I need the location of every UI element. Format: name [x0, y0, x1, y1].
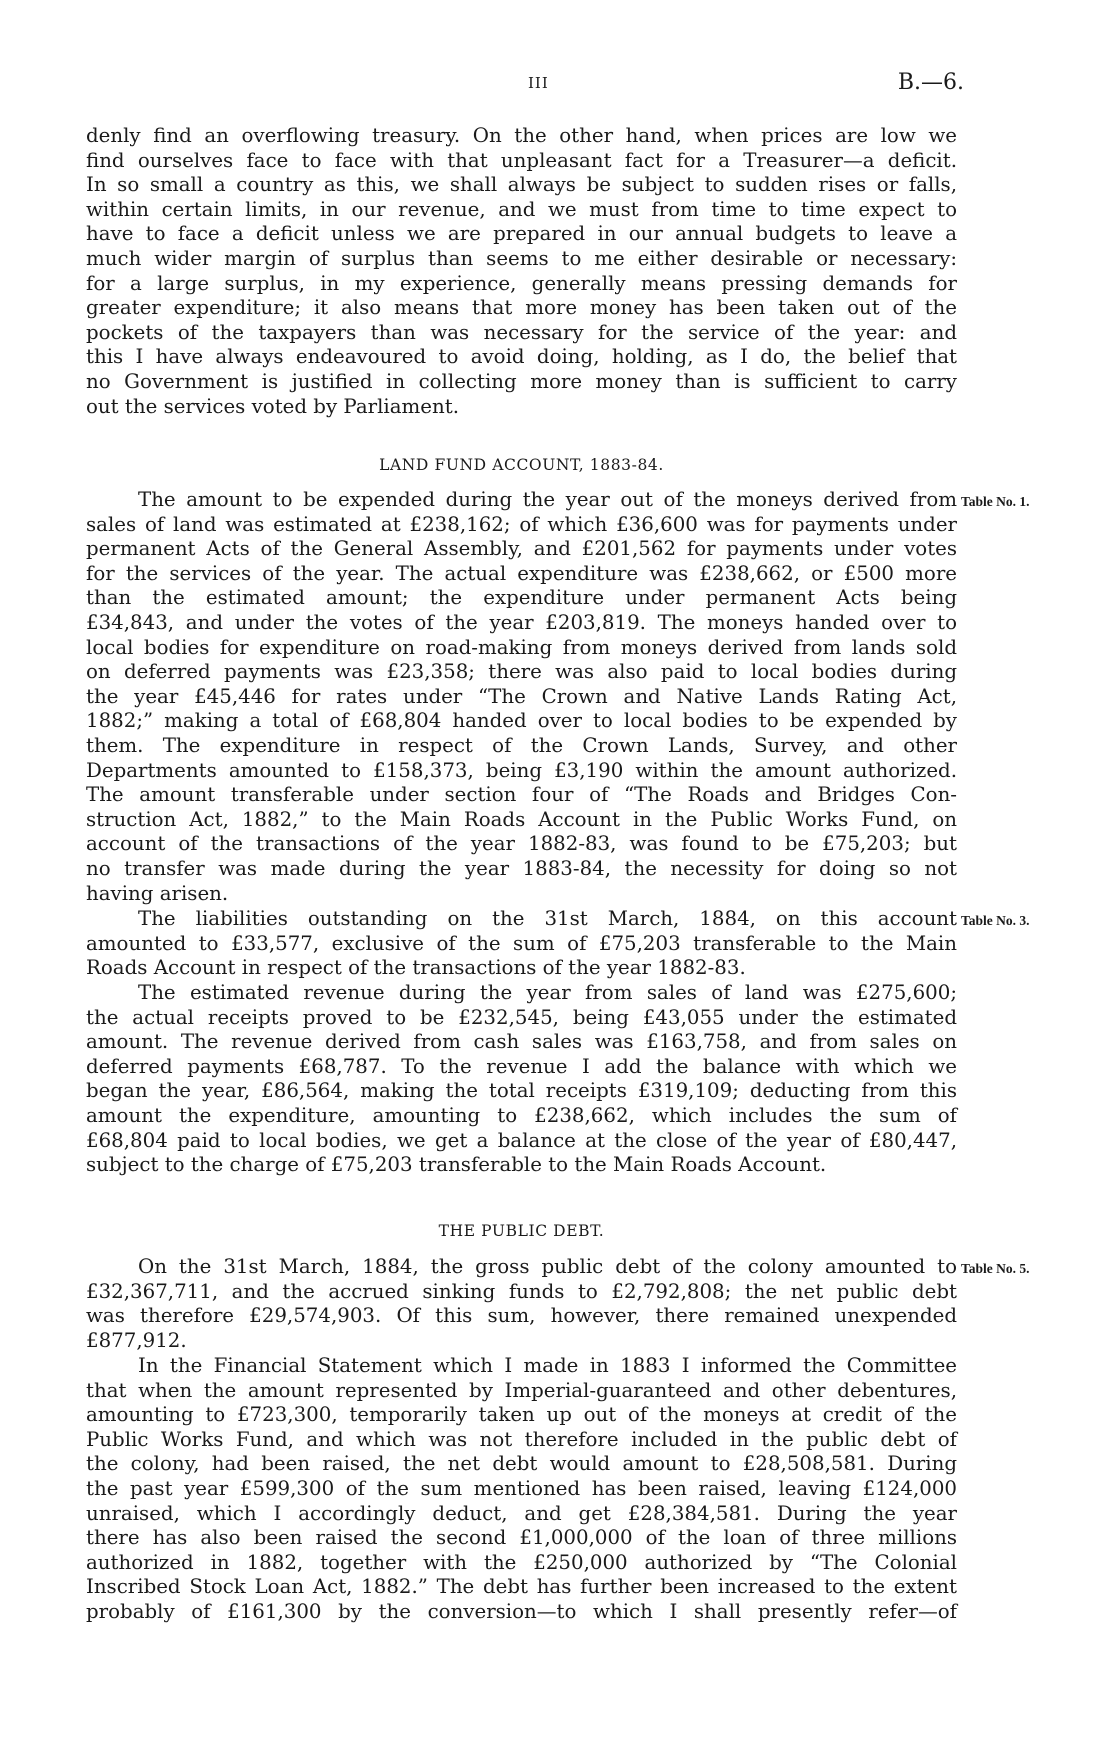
text-line: this I have always endeavoured to avoid doing, holding, as I do, the belief that [86, 345, 957, 369]
text-line: on deferred payments was £23,358; there was also paid to local bodies during [86, 660, 957, 684]
text-line: having arisen. [86, 881, 229, 905]
text-line: permanent Acts of the General Assembly, and £201,562 for payments under votes [86, 537, 957, 561]
section-heading-land-fund: LAND FUND ACCOUNT, 1883-84. [379, 456, 664, 474]
text-line: deferred payments £68,787. To the revenue I add the balance with which we [86, 1054, 957, 1078]
text-line: amounting to £723,300, temporarily taken up out of the moneys at credit of the [86, 1403, 957, 1427]
text-line: Departments amounted to £158,373, being £3,190 within the amount authorized. [86, 758, 957, 782]
text-line: local bodies for expenditure on road-making from moneys derived from lands sold [86, 635, 957, 659]
text-line: than the estimated amount; the expenditure under permanent Acts being [86, 586, 957, 610]
text-line: pockets of the taxpayers than was necessary for the service of the year: and [86, 320, 957, 344]
public-debt-paragraph-2 [86, 1354, 957, 1625]
text-line: On the 31st March, 1884, the gross public debt of the colony amounted to [138, 1255, 957, 1278]
text-line: for a large surplus, in my experience, generally means pressing demands for [86, 271, 957, 295]
text-line: the colony, had been raised, the net debt would amount to £28,508,581. During [86, 1452, 957, 1476]
text-line: much wider margin of surplus than seems to me either desirable or necessary: [86, 246, 957, 270]
text-line: The amount transferable under section four of “The Roads and Bridges Con- [86, 783, 957, 807]
text-line: the actual receipts proved to be £232,545, being £43,055 under the estimated [86, 1005, 957, 1029]
text-line: £34,843, and under the votes of the year £203,819. The moneys handed over to [86, 610, 957, 634]
text-line: them. The expenditure in respect of the Crown Lands, Survey, and other [86, 733, 957, 757]
text-line: unraised, which I accordingly deduct, and get £28,384,581. During the year [86, 1501, 957, 1525]
text-line: there has also been raised the second £1,000,000 of the loan of three millions [86, 1526, 957, 1550]
text-line: find ourselves face to face with that unpleasant fact for a Treasurer—a deficit. [86, 148, 957, 172]
text-line: have to face a deficit unless we are prepared in our annual budgets to leave a [86, 222, 957, 246]
text-line: the year £45,446 for rates under “The Crown and Native Lands Rating Act, [86, 684, 957, 708]
text-line: In so small a country as this, we shall always be subject to sudden rises or falls, [86, 173, 957, 197]
side-note-table-5: Table No. 5. [961, 1261, 1030, 1276]
text-line: struction Act, 1882,” to the Main Roads Account in the Public Works Fund, on [86, 807, 957, 831]
text-line: The amount to be expended during the year out of the moneys derived from [138, 488, 957, 511]
text-line: no Government is justified in collecting more money than is sufficient to carry [86, 369, 957, 393]
text-line: 1882;” making a total of £68,804 handed over to local bodies to be expended by [86, 709, 957, 733]
intro-paragraph [86, 124, 957, 419]
page-number: III [528, 74, 549, 92]
text-line: Inscribed Stock Loan Act, 1882.” The debt has further been increased to the extent [86, 1575, 957, 1599]
document-reference: B.—6. [897, 70, 964, 95]
text-line: The liabilities outstanding on the 31st March, 1884, on this account [138, 907, 957, 930]
text-line: for the services of the year. The actual expenditure was £238,662, or £500 more [86, 561, 957, 585]
section-heading-public-debt: THE PUBLIC DEBT. [438, 1222, 605, 1240]
text-line: Roads Account in respect of the transactions of the year 1882-83. [86, 956, 746, 980]
text-line: amount the expenditure, amounting to £238,662, which includes the sum of [86, 1103, 957, 1127]
text-line: The estimated revenue during the year from sales of land was £275,600; [138, 981, 957, 1004]
text-line: Public Works Fund, and which was not therefore included in the public debt of [86, 1427, 957, 1451]
text-line: In the Financial Statement which I made in 1883 I informed the Committee [138, 1354, 957, 1377]
public-debt-paragraph-1 [86, 1255, 957, 1353]
text-line: amounted to £33,577, exclusive of the sum of £75,203 transferable to the Main [86, 931, 957, 955]
text-line: no transfer was made during the year 1883-84, the necessity for doing so not [86, 856, 957, 880]
text-line: £68,804 paid to local bodies, we get a balance at the close of the year of £80,447, [86, 1128, 957, 1152]
text-line: within certain limits, in our revenue, and we must from time to time expect to [86, 197, 957, 221]
land-fund-paragraph-2 [86, 907, 957, 981]
text-line: authorized in 1882, together with the £250,000 authorized by “The Colonial [86, 1550, 957, 1574]
land-fund-paragraph-1 [86, 488, 957, 906]
land-fund-paragraph-3 [86, 981, 957, 1178]
text-line: that when the amount represented by Imperial-guaranteed and other debentures, [86, 1378, 957, 1402]
side-note-table-3: Table No. 3. [961, 913, 1030, 928]
text-line: out the services voted by Parliament. [86, 394, 459, 418]
side-note-table-1: Table No. 1. [961, 494, 1030, 509]
text-line: sales of land was estimated at £238,162; of which £36,600 was for payments under [86, 512, 957, 536]
text-line: greater expenditure; it also means that more money has been taken out of the [86, 296, 957, 320]
text-line: the past year £599,300 of the sum mentioned has been raised, leaving £124,000 [86, 1476, 957, 1500]
text-line: £877,912. [86, 1328, 187, 1352]
text-line: amount. The revenue derived from cash sales was £163,758, and from sales on [86, 1030, 957, 1054]
text-line: account of the transactions of the year 1882-83, was found to be £75,203; but [86, 832, 957, 856]
text-line: subject to the charge of £75,203 transferable to the Main Roads Account. [86, 1153, 827, 1177]
text-line: denly find an overflowing treasury. On the other hand, when prices are low we [86, 124, 957, 147]
text-line: probably of £161,300 by the conversion—to which I shall presently refer—of [86, 1599, 957, 1623]
text-line: began the year, £86,564, making the total receipts £319,109; deducting from this [86, 1079, 957, 1103]
text-line: £32,367,711, and the accrued sinking funds to £2,792,808; the net public debt [86, 1279, 957, 1303]
text-line: was therefore £29,574,903. Of this sum, however, there remained unexpended [86, 1304, 957, 1328]
